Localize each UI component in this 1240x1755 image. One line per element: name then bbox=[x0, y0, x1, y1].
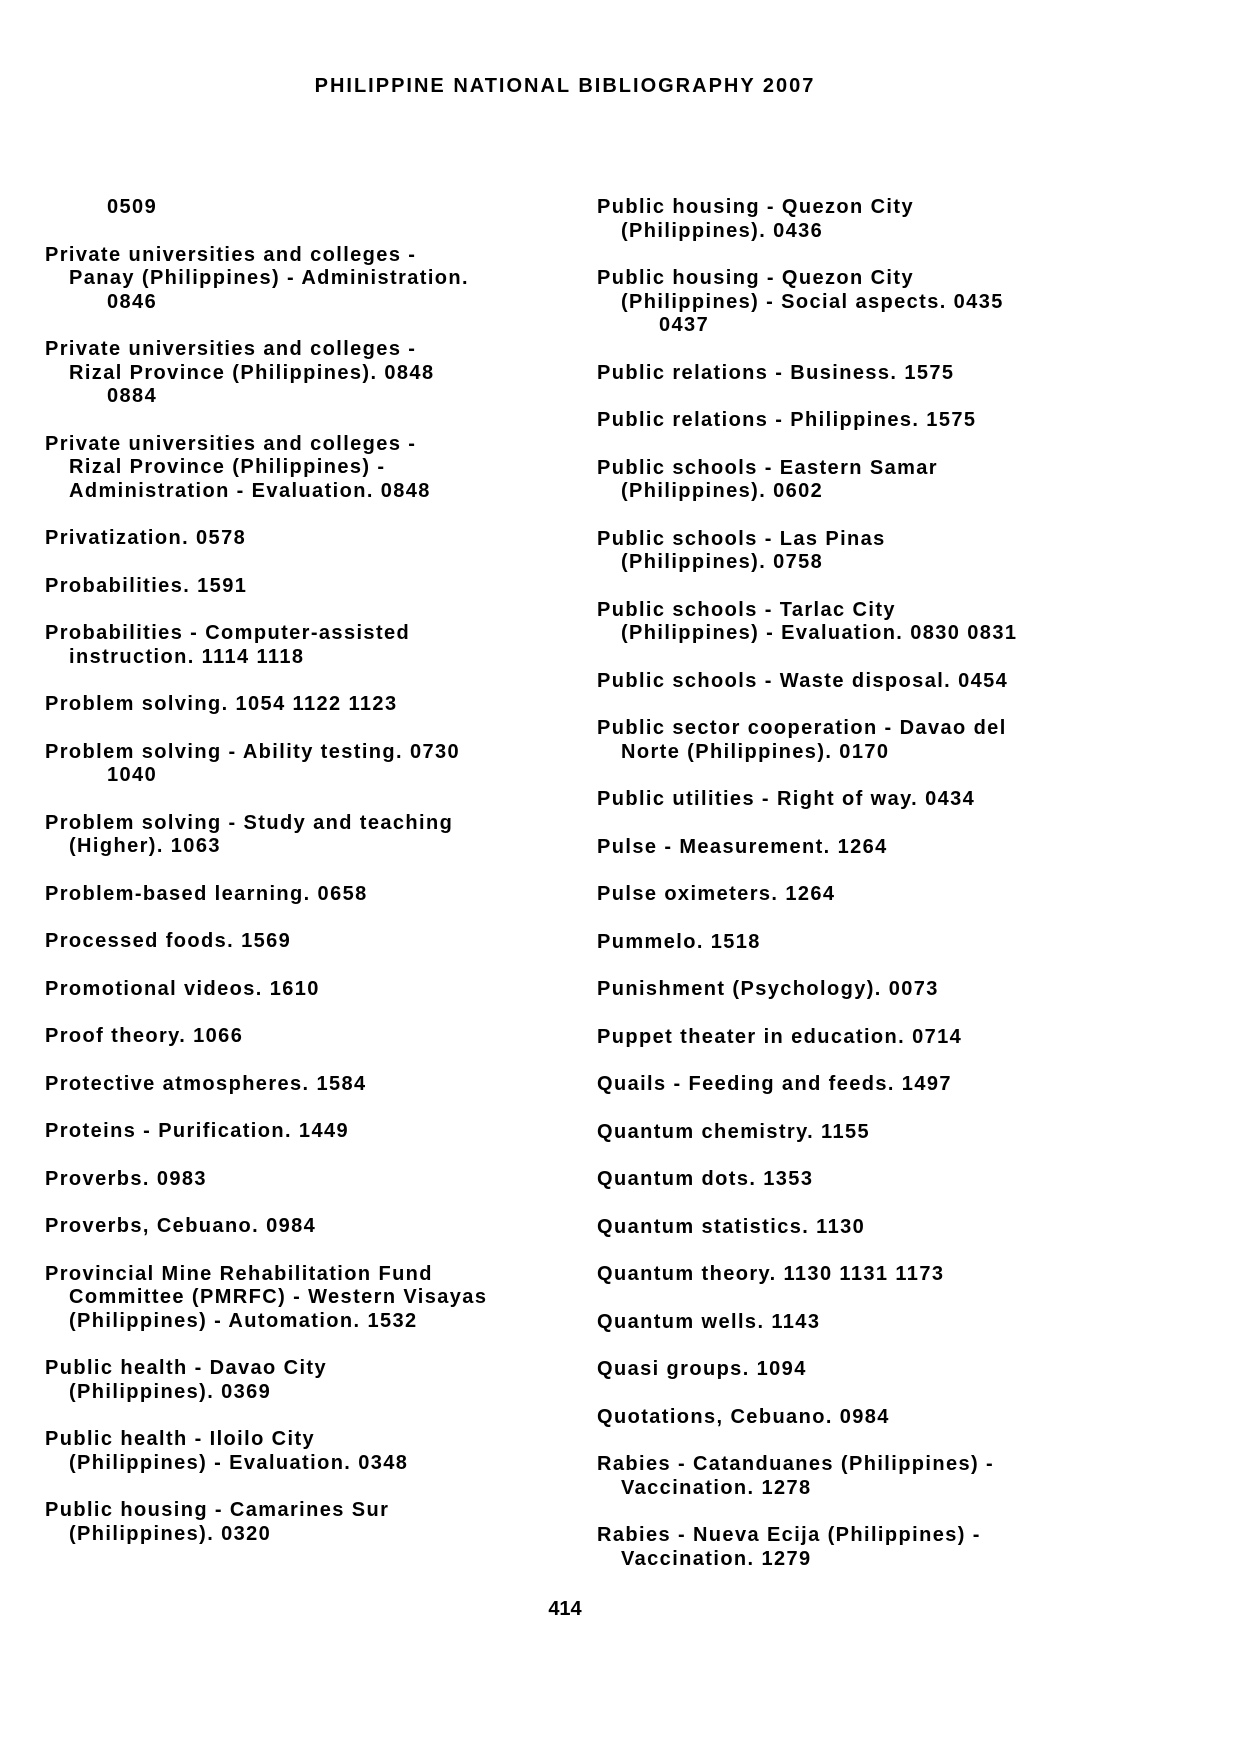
index-entry-line: 0509 bbox=[107, 196, 158, 218]
index-entry bbox=[597, 1406, 1117, 1430]
index-entry-line: Public schools - Tarlac City bbox=[597, 598, 896, 621]
index-entry bbox=[597, 1073, 1117, 1097]
index-entry-line: 0437 bbox=[659, 314, 710, 336]
index-entry-line: Promotional videos. 1610 bbox=[45, 977, 320, 1000]
index-entry bbox=[597, 1453, 1117, 1500]
index-entry bbox=[597, 1216, 1117, 1240]
index-entry-line: Problem solving - Ability testing. 0730 bbox=[45, 740, 461, 763]
index-entry-line: Pulse oximeters. 1264 bbox=[597, 883, 836, 905]
index-entry-line: Proof theory. 1066 bbox=[45, 1025, 244, 1047]
index-entry-line: Public housing - Camarines Sur bbox=[45, 1499, 390, 1521]
index-entry bbox=[45, 1120, 555, 1144]
index-entry-line: Problem solving. 1054 1122 1123 bbox=[45, 693, 398, 715]
index-entry-line: Quantum theory. 1130 1131 1173 bbox=[597, 1263, 945, 1285]
index-entry-line: Provincial Mine Rehabilitation Fund bbox=[45, 1262, 433, 1285]
index-entry bbox=[45, 693, 555, 717]
index-entry-line: (Philippines). 0758 bbox=[621, 551, 824, 573]
index-entry-line: Public utilities - Right of way. 0434 bbox=[597, 788, 976, 810]
index-entry-line: (Philippines) - Social aspects. 0435 bbox=[621, 290, 1004, 313]
index-entry-line: (Philippines) - Evaluation. 0830 0831 bbox=[621, 622, 1018, 644]
index-entry bbox=[597, 457, 1117, 504]
index-entry-line: Quails - Feeding and feeds. 1497 bbox=[597, 1073, 952, 1095]
index-entry-line: Rizal Province (Philippines). 0848 bbox=[69, 361, 435, 384]
index-entry-line: Rizal Province (Philippines) - bbox=[69, 456, 386, 478]
index-entry-line: Rabies - Nueva Ecija (Philippines) - bbox=[597, 1524, 981, 1546]
index-entry-line: (Philippines). 0320 bbox=[69, 1522, 272, 1545]
index-entry bbox=[45, 622, 555, 669]
index-entry-line: Vaccination. 1279 bbox=[621, 1547, 812, 1570]
index-entry bbox=[45, 575, 555, 599]
index-entry-line: Rabies - Catanduanes (Philippines) - bbox=[597, 1453, 995, 1475]
index-entry bbox=[597, 1311, 1117, 1335]
index-entry bbox=[597, 836, 1117, 860]
index-entry bbox=[45, 1168, 555, 1192]
index-entry bbox=[45, 196, 555, 220]
index-entry-line: Vaccination. 1278 bbox=[621, 1476, 812, 1499]
index-entry-line: Problem solving - Study and teaching bbox=[45, 811, 454, 834]
index-entry-line: Quantum statistics. 1130 bbox=[597, 1215, 866, 1238]
right-index-column bbox=[597, 196, 1117, 1595]
index-entry bbox=[45, 978, 555, 1002]
page-title: PHILIPPINE NATIONAL BIBLIOGRAPHY 2007 bbox=[314, 75, 816, 97]
index-entry-line: Private universities and colleges - bbox=[45, 243, 417, 266]
index-entry bbox=[597, 1263, 1117, 1287]
index-entry-line: Quotations, Cebuano. 0984 bbox=[597, 1405, 890, 1428]
index-entry-line: Public schools - Las Pinas bbox=[597, 527, 886, 550]
index-entry bbox=[45, 527, 555, 551]
index-entry-line: Administration - Evaluation. 0848 bbox=[69, 479, 431, 502]
index-entry-line: (Philippines). 0602 bbox=[621, 480, 824, 502]
index-entry bbox=[597, 883, 1117, 907]
index-entry-line: Private universities and colleges - bbox=[45, 338, 417, 360]
index-entry-line: Pummelo. 1518 bbox=[597, 930, 761, 953]
index-entry bbox=[597, 528, 1117, 575]
index-entry bbox=[45, 883, 555, 907]
index-entry bbox=[597, 978, 1117, 1002]
index-entry bbox=[597, 1121, 1117, 1145]
index-entry-line: Private universities and colleges - bbox=[45, 432, 417, 455]
index-entry-line: Quantum dots. 1353 bbox=[597, 1168, 814, 1190]
index-entry-line: Public schools - Waste disposal. 0454 bbox=[597, 669, 1009, 692]
index-entry-line: Public relations - Philippines. 1575 bbox=[597, 409, 977, 431]
index-entry-line: Punishment (Psychology). 0073 bbox=[597, 978, 939, 1000]
index-entry bbox=[597, 1358, 1117, 1382]
index-entry bbox=[45, 1073, 555, 1097]
index-entry-line: Proverbs, Cebuano. 0984 bbox=[45, 1215, 317, 1237]
index-entry bbox=[597, 788, 1117, 812]
index-entry bbox=[597, 1524, 1117, 1571]
index-entry-line: Probabilities. 1591 bbox=[45, 574, 248, 597]
index-entry-line: Public health - Iloilo City bbox=[45, 1428, 316, 1450]
index-entry-line: Probabilities - Computer-assisted bbox=[45, 622, 411, 644]
index-entry bbox=[45, 1263, 555, 1334]
index-entry bbox=[45, 1025, 555, 1049]
index-entry bbox=[597, 267, 1117, 338]
index-entry bbox=[45, 338, 555, 409]
index-entry-line: (Philippines). 0436 bbox=[621, 219, 824, 242]
index-entry-line: 0846 bbox=[107, 290, 158, 313]
index-entry bbox=[597, 931, 1117, 955]
index-entry-line: Puppet theater in education. 0714 bbox=[597, 1025, 963, 1048]
index-entry bbox=[45, 1499, 555, 1546]
index-entry-line: instruction. 1114 1118 bbox=[69, 645, 305, 668]
index-entry bbox=[45, 1428, 555, 1475]
index-entry bbox=[45, 1357, 555, 1404]
index-entry-line: Processed foods. 1569 bbox=[45, 930, 292, 952]
index-entry-line: Quasi groups. 1094 bbox=[597, 1358, 807, 1380]
index-entry-line: Proverbs. 0983 bbox=[45, 1167, 207, 1190]
index-entry bbox=[597, 670, 1117, 694]
index-entry-line: 1040 bbox=[107, 764, 158, 786]
index-entry-line: Public housing - Quezon City bbox=[597, 267, 914, 289]
index-entry-line: Protective atmospheres. 1584 bbox=[45, 1072, 367, 1095]
index-entry bbox=[597, 1168, 1117, 1192]
index-entry-line: Quantum chemistry. 1155 bbox=[597, 1120, 871, 1143]
index-entry bbox=[45, 244, 555, 315]
index-entry-line: Public health - Davao City bbox=[45, 1357, 328, 1379]
index-entry-line: Public sector cooperation - Davao del bbox=[597, 717, 1007, 739]
page-number: 414 bbox=[548, 1598, 582, 1620]
index-entry bbox=[45, 930, 555, 954]
index-entry-line: Public schools - Eastern Samar bbox=[597, 456, 938, 479]
index-entry bbox=[597, 599, 1117, 646]
index-entry-line: 0884 bbox=[107, 385, 158, 407]
index-entry-line: (Philippines) - Evaluation. 0348 bbox=[69, 1451, 409, 1474]
index-entry-line: Public housing - Quezon City bbox=[597, 196, 914, 218]
index-entry bbox=[597, 362, 1117, 386]
index-entry bbox=[597, 196, 1117, 243]
index-entry-line: Pulse - Measurement. 1264 bbox=[597, 835, 888, 858]
index-entry bbox=[597, 409, 1117, 433]
index-entry bbox=[45, 433, 555, 504]
index-entry-line: (Philippines) - Automation. 1532 bbox=[69, 1309, 418, 1332]
index-entry-line: Committee (PMRFC) - Western Visayas bbox=[69, 1286, 488, 1308]
index-entry bbox=[45, 1215, 555, 1239]
index-entry-line: Public relations - Business. 1575 bbox=[597, 361, 955, 384]
index-entry-line: Privatization. 0578 bbox=[45, 527, 247, 549]
index-entry-line: (Higher). 1063 bbox=[69, 835, 221, 857]
left-index-column bbox=[45, 196, 555, 1570]
index-entry-line: (Philippines). 0369 bbox=[69, 1380, 272, 1403]
index-entry-line: Panay (Philippines) - Administration. bbox=[69, 267, 469, 289]
index-entry-line: Norte (Philippines). 0170 bbox=[621, 740, 890, 763]
index-entry-line: Problem-based learning. 0658 bbox=[45, 882, 368, 905]
index-entry bbox=[597, 1026, 1117, 1050]
index-entry-line: Proteins - Purification. 1449 bbox=[45, 1120, 350, 1142]
index-entry bbox=[45, 812, 555, 859]
index-entry bbox=[45, 741, 555, 788]
index-entry bbox=[597, 717, 1117, 764]
index-entry-line: Quantum wells. 1143 bbox=[597, 1310, 821, 1333]
